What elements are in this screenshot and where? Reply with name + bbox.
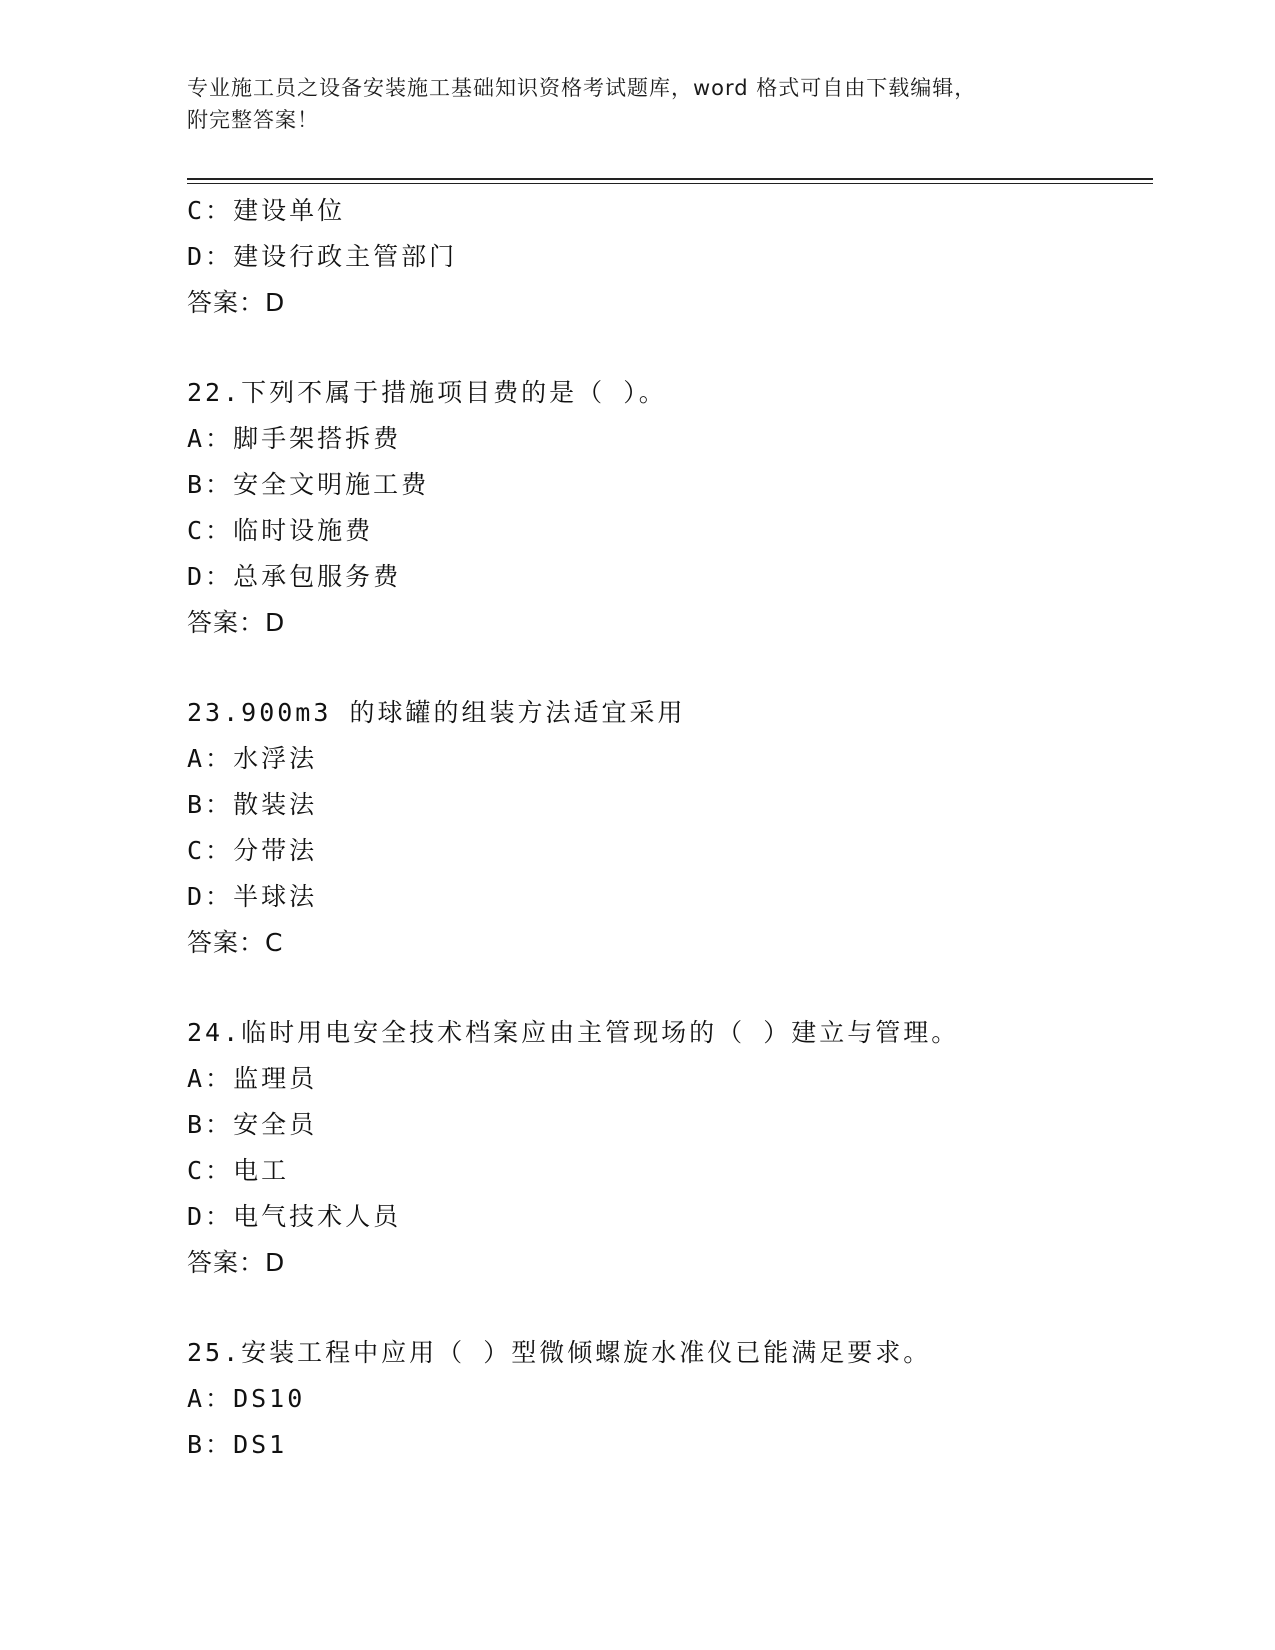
answer-line: 答案：D xyxy=(187,288,286,317)
option-text: 水浮法 xyxy=(233,744,318,773)
answer-line: 答案：D xyxy=(187,608,286,637)
option-letter: D： xyxy=(187,562,234,591)
option-letter: A： xyxy=(187,424,234,453)
question-23 xyxy=(187,690,1147,966)
question-stem xyxy=(187,690,1147,736)
option-line xyxy=(187,508,1147,554)
question-25 xyxy=(187,1330,1147,1468)
option-line xyxy=(187,1148,1147,1194)
question-stem xyxy=(187,1330,1147,1376)
option-text: DS1 xyxy=(233,1430,288,1459)
option-line xyxy=(187,1194,1147,1240)
option-text: 安全文明施工费 xyxy=(233,470,430,499)
option-line xyxy=(187,1102,1147,1148)
option-text: 电气技术人员 xyxy=(233,1202,402,1231)
option-letter: D： xyxy=(187,1202,234,1231)
question-text: 临时用电安全技术档案应由主管现场的（ ）建立与管理。 xyxy=(241,1018,960,1047)
option-letter: A： xyxy=(187,1384,234,1413)
document-body xyxy=(187,188,1147,1468)
header-divider xyxy=(187,178,1153,180)
question-21-continuation xyxy=(187,188,1147,326)
option-letter: A： xyxy=(187,744,234,773)
header-line-2: 附完整答案！ xyxy=(187,108,319,132)
option-letter: D： xyxy=(187,242,234,271)
option-line xyxy=(187,736,1147,782)
answer-line: 答案：D xyxy=(187,1248,286,1277)
option-line xyxy=(187,554,1147,600)
question-stem xyxy=(187,1010,1147,1056)
question-number: 23. xyxy=(187,698,242,727)
option-letter: B： xyxy=(187,1430,234,1459)
option-letter: C： xyxy=(187,836,234,865)
option-text: 总承包服务费 xyxy=(233,562,402,591)
option-letter: B： xyxy=(187,1110,234,1139)
option-line xyxy=(187,874,1147,920)
document-header xyxy=(187,72,1087,136)
option-line xyxy=(187,828,1147,874)
option-text: DS10 xyxy=(233,1384,306,1413)
option-line xyxy=(187,1056,1147,1102)
question-text: 下列不属于措施项目费的是（ ）。 xyxy=(241,378,667,407)
option-letter: C： xyxy=(187,196,234,225)
option-letter: C： xyxy=(187,516,234,545)
header-line-1: 专业施工员之设备安装施工基础知识资格考试题库，word 格式可自由下载编辑， xyxy=(187,76,977,100)
question-text: 900m3 的球罐的组装方法适宜采用 xyxy=(241,698,686,727)
option-line xyxy=(187,1376,1147,1422)
option-text: 监理员 xyxy=(233,1064,318,1093)
option-line xyxy=(187,782,1147,828)
option-line xyxy=(187,234,1147,280)
answer-line: 答案：C xyxy=(187,928,284,957)
option-text: 散装法 xyxy=(233,790,318,819)
question-number: 24. xyxy=(187,1018,242,1047)
question-text: 安装工程中应用（ ）型微倾螺旋水准仪已能满足要求。 xyxy=(241,1338,932,1367)
option-letter: D： xyxy=(187,882,234,911)
option-letter: B： xyxy=(187,470,234,499)
option-text: 建设行政主管部门 xyxy=(233,242,458,271)
option-letter: A： xyxy=(187,1064,234,1093)
option-text: 建设单位 xyxy=(233,196,346,225)
option-text: 临时设施费 xyxy=(233,516,374,545)
option-text: 电工 xyxy=(233,1156,290,1185)
option-text: 安全员 xyxy=(233,1110,318,1139)
option-text: 分带法 xyxy=(233,836,318,865)
question-stem xyxy=(187,370,1147,416)
option-letter: C： xyxy=(187,1156,234,1185)
question-number: 25. xyxy=(187,1338,242,1367)
option-text: 脚手架搭拆费 xyxy=(233,424,402,453)
option-line xyxy=(187,1422,1147,1468)
question-22 xyxy=(187,370,1147,646)
option-line xyxy=(187,416,1147,462)
question-number: 22. xyxy=(187,378,242,407)
option-line xyxy=(187,462,1147,508)
question-24 xyxy=(187,1010,1147,1286)
option-text: 半球法 xyxy=(233,882,318,911)
option-letter: B： xyxy=(187,790,234,819)
option-line xyxy=(187,188,1147,234)
